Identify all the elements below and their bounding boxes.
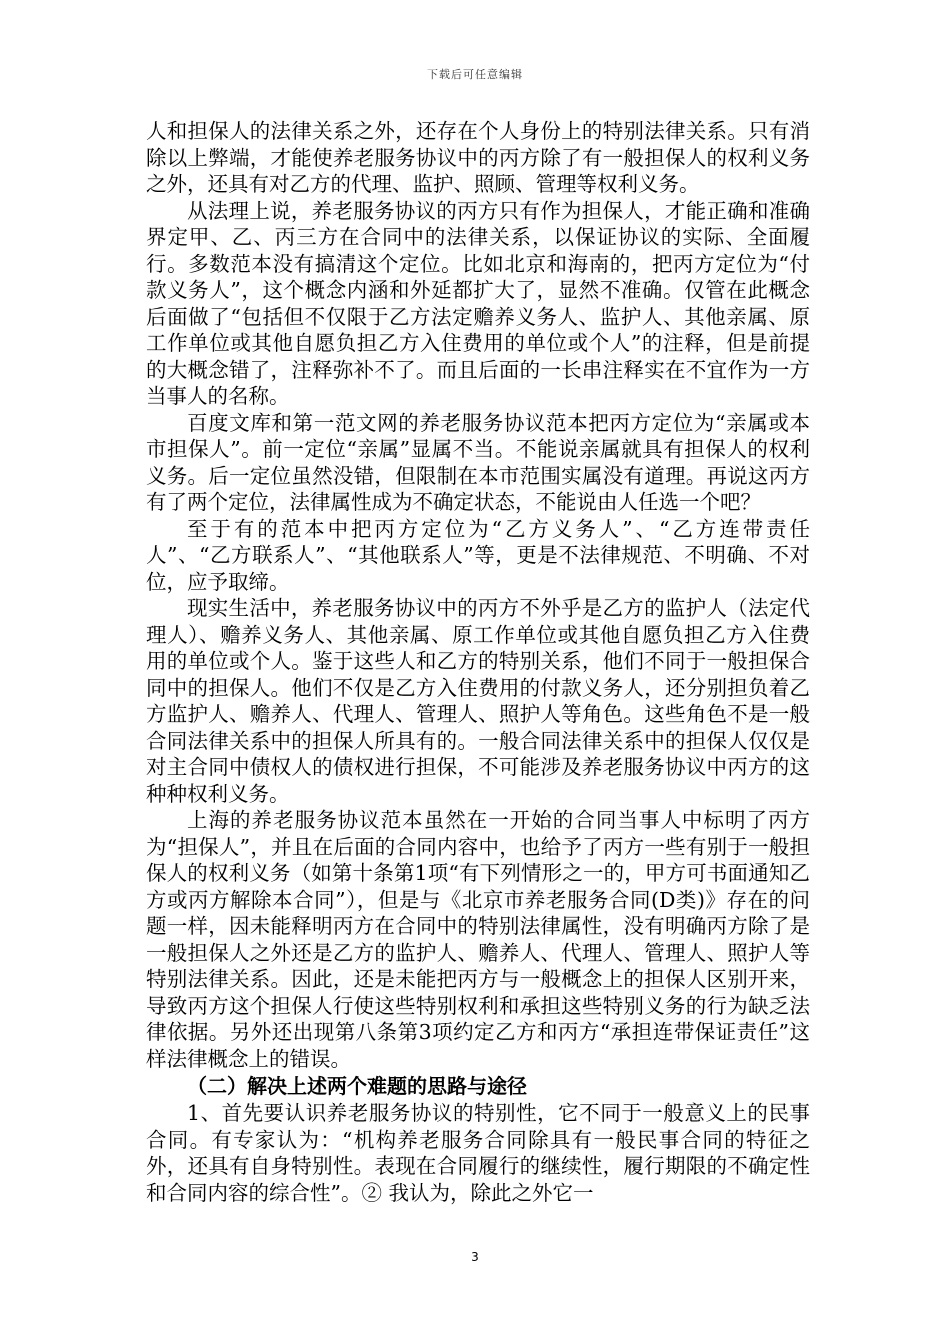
- paragraph-6: 上海的养老服务协议范本虽然在一开始的合同当事人中标明了丙方为“担保人”，并且在后面的合同内容中，也给予了丙方一些有别于一般担保人的权利义务（如第十条第1项“有下列情形之一的，甲方可书面通知乙方或丙方解除本合同”），但是与《北京市养老服务合同(D类)》存在的问题一样，因未能释明丙方在合同中的特别法律属性，没有明确丙方除了是一般担保人之外还是乙方的监护人、赡养人、代理人、管理人、照护人等特别法律关系。因此，还是未能把丙方与一般概念上的担保人区别开来，导致丙方这个担保人行使这些特别权利和承担这些特别义务的行为缺乏法律依据。另外还出现第八条第3项约定乙方和丙方“承担连带保证责任”这样法律概念上的错误。: [146, 808, 810, 1071]
- document-body: [146, 118, 810, 1206]
- paragraph-2: 从法理上说，养老服务协议的丙方只有作为担保人，才能正确和准确界定甲、乙、丙三方在合同中的法律关系，以保证协议的实际、全面履行。多数范本没有搞清这个定位。比如北京和海南的，把丙方定位为“付款义务人”，这个概念内涵和外延都扩大了，显然不准确。仅管在此概念后面做了“包括但不仅限于乙方法定赡养义务人、监护人、其他亲属、原工作单位或其他自愿负担乙方入住费用的单位或个人”的注释，但是前提的大概念错了，注释弥补不了。而且后面的一长串注释实在不宜作为一方当事人的名称。: [146, 198, 810, 408]
- section-heading: （二）解决上述两个难题的思路与途径: [187, 1074, 527, 1098]
- paragraph-4: 至于有的范本中把丙方定位为“乙方义务人”、“乙方连带责任人”、“乙方联系人”、“其他联系人”等，更是不法律规范、不明确、不对位，应予取缔。: [146, 516, 810, 594]
- paragraph-5: 现实生活中，养老服务协议中的丙方不外乎是乙方的监护人（法定代理人）、赡养义务人、其他亲属、原工作单位或其他自愿负担乙方入住费用的单位或个人。鉴于这些人和乙方的特别关系，他们不同于一般担保合同中的担保人。他们不仅是乙方入住费用的付款义务人，还分别担负着乙方监护人、赡养人、代理人、管理人、照护人等角色。这些角色不是一般合同法律关系中的担保人所具有的。一般合同法律关系中的担保人仅仅是对主合同中债权人的债权进行担保，不可能涉及养老服务协议中丙方的这种种权利义务。: [146, 596, 810, 806]
- paragraph-3: 百度文库和第一范文网的养老服务协议范本把丙方定位为“亲属或本市担保人”。前一定位“亲属”显属不当。不能说亲属就具有担保人的权利义务。后一定位虽然没错，但限制在本市范围实属没有道理。再说这丙方有了两个定位，法律属性成为不确定状态，不能说由人任选一个吧？: [146, 410, 810, 514]
- paragraph-1: 人和担保人的法律关系之外，还存在个人身份上的特别法律关系。只有消除以上弊端，才能使养老服务协议中的丙方除了有一般担保人的权利义务之外，还具有对乙方的代理、监护、照顾、管理等权利义务。: [146, 119, 810, 196]
- paragraph-7: 1、首先要认识养老服务协议的特别性，它不同于一般意义上的民事合同。有专家认为：“机构养老服务合同除具有一般民事合同的特征之外，还具有自身特别性。表现在合同履行的继续性，履行期限的不确定性和合同内容的综合性”。② 我认为，除此之外它一: [146, 1101, 810, 1205]
- page-header: 下载后可任意编辑: [427, 68, 523, 81]
- page-number: 3: [471, 1250, 479, 1264]
